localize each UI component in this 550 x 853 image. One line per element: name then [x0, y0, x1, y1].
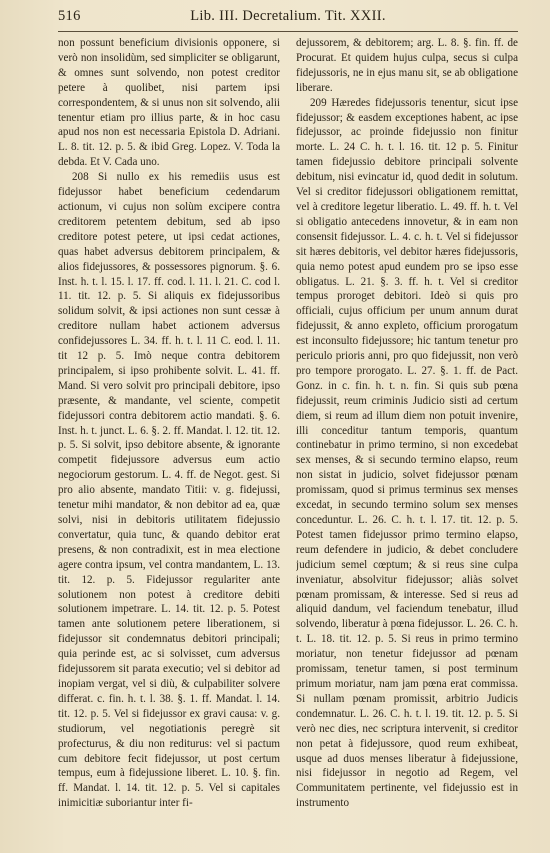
page-header: [58, 8, 518, 30]
header-rule: [58, 31, 518, 32]
running-title: Lib. III. Decretalium. Tit. XXII.: [190, 8, 386, 24]
paragraph-208: 208 Si nullo ex his remediis usus est fidejussor habet beneficium cedendarum actionum, vi cujus non solùm excipere contra creditorem petentem debitum, sed ab ipso creditore potest petere, ut ipsi cedat actiones, quas habet adversus debitorem principalem, & alios fidejussores, & possessores pignorum. §. 6. Inst. h. t. l. 15. l. 17. ff. cod. l. 11. l. 21. C. cod l. 11. tit. 12. p. 5. Si aliquis ex fidejussoribus solidum solvit, & ipsi actiones non sunt cessæ à creditore nullam habet actionem adversus confidejussores L. 34. ff. h. t. l. 11 C. eod. l. 11. tit 12 p. 5. Imò neque contra debitorem principalem, si ipso prohibente solvit. L. 41. ff. Mand. Si vero solvit pro principali debitore, ipso præsente, & mandante, vel sciente, competit fidejussori contra debitorem actio mandati. §. 6. Inst. h. t. junct. L. 6. §. 2. ff. Mandat. l. 12. tit. 12. p. 5. Si solvit, ipso debitore absente, & ignorante competit fidejussore adversus eum actio negociorum gestorum. L. 4. ff. de Negot. gest. Si pro alio absente, mandato Titii: v. g. fidejussi, tenetur mihi mandator, & non debitor ad ea, quæ solvi, nisi in debitoris utilitatem fidejussio convertatur, quia tunc, & quando debitor erat presens, & non contradixit, est in mea electione agere contra ipsum, vel contra mandantem, L. 13. tit. 12. p. 5. Fidejussor regulariter ante solutionem non potest à creditore debiti solutionem impetrare. L. 14. tit. 12. p. 5. Potest tamen ante solutionem petere liberationem, si fidejussor sit condemnatus debitori principali; quia perinde est, ac si solvisset, cum adversus fidejussorem sit parata executio; vel si debitor ad inopiam vergat, vel si diù, & culpabiliter solvere differat. c. fin. h. t. l. 38. §. 1. ff. Mandat. l. 14. tit. 12. p. 5. Vel si fidejussor ex gravi causa: v. g. studiorum, vel negotiationis peregrè sit profecturus, & diu non rediturus: vel si pactum cum debitore fecit fidejussor, ut post certum tempus, eum à fidejussione liberet. L. 10. §. fin. ff. Mandat. l. 14. tit. 12. p. 5. Vel si capitales inimicitiæ suboriantur inter fi-: [58, 171, 280, 810]
left-column: [58, 36, 280, 836]
right-column: [296, 36, 518, 836]
page-number: 516: [58, 8, 81, 24]
paragraph-209: 209 Hæredes fidejussoris tenentur, sicut ipse fidejussor; & easdem exceptiones habent, ac ipse fidejussor, ac proinde fidejussio non finitur morte. L. 24 C. h. t. l. 16. tit. 12 p. 5. Finitur tamen fidejussio debitore principali solvente debitum, nisi evincatur id, quod dedit in solutum. Vel si creditor fidejussori obligationem remittat, vel à creditore legetur liberatio. L. 49. ff. h. t. Vel si obligatio antecedens innovetur, & in eam non consensit fidejussor. L. 4. c. h. t. Vel si fidejussor sit hæres debitoris, vel debitor hæres fidejussoris, quia nemo potest apud eundem pro se ipso esse obligatus. L. 21. §. 3. ff. h. t. Vel si creditor tempus proroget debitori. Ideò si quis pro officiali, cujus officium per unum annum durat fidejussit, & anno expleto, officium prorogatum est inconsulto fidejussore; hic tantum tenetur pro periculo prioris anni, pro quo fidejussit, non verò pro tempore prorogato. L. 27. §. 1. ff. de Pact. Gonz. in c. fin. h. t. n. fin. Si quis sub pœna fidejussit, reum criminis Judicio sisti ad certum diem, si reum ad illum diem non potuit invenire, illi conceditur tantum temporis, quantum continebatur in primo termino, si non excedebat sex menses, & si secundo termino elapso, reum non sistat in judicio, solvet fidejussor pœnam promissam, quod si primus terminus sex menses excedat, in secundo termino solum sex menses conceduntur. L. 26. C. h. t. l. 17. tit. 12. p. 5. Potest tamen fidejussor primo termino elapso, reum defendere in judicio, & debet concludere judicium semel cœptum; & si reus sine culpa inveniatur, absolvitur fidejussor; aliàs solvet pœnam promissam, & interesse. Sed si reus ad aliquid dandum, vel faciendum tenebatur, illud solvendo, liberatur à pœna fidejussor. L. 26. C. h. t. L. 18. tit. 12. p. 5. Si reus in primo termino moriatur, non tenetur fidejussor ad pœnam promissam, tenetur tamen, si post terminum primum moriatur, nam jam pœna erat commissa. Si nullam pœnam promissit, arbitrio Judicis condemnatur. L. 26. C. h. t. l. 19. tit. 12. p. 5. Si verò nec dies, nec scriptura intervenit, si creditor non petat à fidejussore, quod reum exhibeat, usque ad duos menses liberatur à fidejussione, nisi fidejussor in negotio ad Regem, vel Communitatem pertinente, vel fidejussio est in instrumento: [296, 96, 518, 810]
paragraph-continuation: non possunt beneficium divisionis opponere, si verò non insolidùm, sed simpliciter se obligarunt, & omnes sunt solvendo, non potest creditor petere à quolibet, nisi partem ipsi correspondentem, & si unus non sit solvendo, alii tenentur etiam pro illius parte, & in hoc casu apud nos non est necessaria Epistola D. Adriani. L. 8. tit. 12. p. 5. & ibid Greg. Lopez. V. Toda la debda. Et V. Cada uno.: [58, 37, 280, 169]
paragraph-continuation: dejussorem, & debitorem; arg. L. 8. §. fin. ff. de Procurat. Et quidem hujus culpa, secus si culpa fidejussoris, ne in ejus manu sit, se ab obligatione liberare.: [296, 37, 518, 94]
